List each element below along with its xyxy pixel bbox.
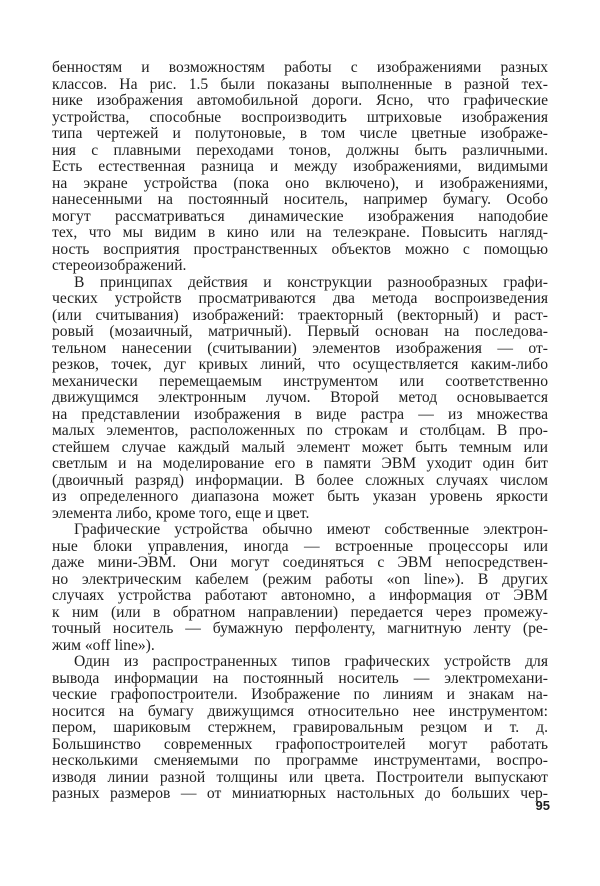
text-line: Графические устройства обычно имеют собственные электрон- bbox=[74, 521, 548, 538]
text-line: на экране устройства (пока оно включено), и изображениями, bbox=[52, 174, 548, 192]
text-line: нике изображения автомобильной дороги. Ясно, что графические bbox=[52, 92, 548, 109]
text-line: типа чертежей и полутоновые, в том числе цветные изображе- bbox=[52, 125, 548, 142]
text-line: ность восприятия пространственных объектов можно с помощью bbox=[52, 240, 548, 258]
text-line: разных размеров — от миниатюрных настольных до больших чер- bbox=[52, 785, 548, 802]
text-line: устройства, способные воспроизводить штриховые изображения bbox=[52, 108, 548, 126]
text-line: точный носитель — бумажную перфоленту, магнитную ленту (ре- bbox=[52, 620, 548, 637]
text-line: тех, что мы видим в кино или на телеэкране. Повысить нагляд- bbox=[52, 224, 548, 241]
text-line: бенностям и возможностям работы с изображениями разных bbox=[52, 59, 548, 76]
text-line: Большинство современных графопостроителей могут работать bbox=[52, 735, 548, 753]
paragraph-3 bbox=[52, 522, 548, 654]
text-line: могут рассматриваться динамические изображения наподобие bbox=[52, 207, 548, 225]
text-line: движущимся электронным лучом. Второй метод основывается bbox=[52, 389, 548, 406]
text-line: но электрическим кабелем (режим работы «on line»). В других bbox=[52, 570, 548, 588]
text-line: вывода информации на постоянный носитель — электромехани- bbox=[52, 669, 548, 687]
text-line: тельном нанесении (считывании) элементов изображения — от- bbox=[52, 339, 548, 357]
text-line: из определенного диапазона может быть указан уровень яркости bbox=[52, 488, 548, 505]
page-number: 95 bbox=[535, 798, 550, 813]
text-line: носится на бумагу движущимся относительно нее инструментом: bbox=[52, 702, 548, 720]
text-line: на представлении изображения в виде растра — из множества bbox=[52, 405, 548, 423]
text-line: жим «off line»). bbox=[52, 636, 155, 654]
text-line: ния с плавными переходами тонов, должны быть различными. bbox=[52, 141, 548, 159]
text-line: несколькими сменяемыми по программе инструментами, воспро- bbox=[52, 752, 548, 769]
text-line: Есть естественная разница и между изображениями, видимыми bbox=[52, 158, 548, 175]
text-line: ческие графопостроители. Изображение по линиям и знакам на- bbox=[52, 686, 548, 703]
text-line: резков, точек, дуг кривых линий, что осуществляется каким-либо bbox=[52, 356, 548, 373]
text-line: механически перемещаемым инструментом или соответственно bbox=[52, 372, 548, 390]
text-line: нанесенными на постоянный носитель, например бумагу. Особо bbox=[52, 191, 548, 208]
text-line: даже мини-ЭВМ. Они могут соединяться с ЭВМ непосредствен- bbox=[52, 554, 548, 571]
text-line: ровый (мозаичный, матричный). Первый основан на последова- bbox=[52, 323, 548, 340]
text-line: классов. На рис. 1.5 были показаны выполненные в разной тех- bbox=[52, 75, 548, 93]
paragraph-2 bbox=[52, 275, 548, 523]
text-line: ные блоки управления, иногда — встроенные процессоры или bbox=[52, 537, 548, 555]
text-line: стейшем случае каждый малый элемент может быть темным или bbox=[52, 438, 548, 456]
text-line: (или считывания) изображений: траекторный (векторный) и раст- bbox=[52, 306, 548, 324]
text-line: малых элементов, расположенных по строкам и столбцам. В про- bbox=[52, 422, 548, 439]
text-line: Один из распространенных типов графических устройств для bbox=[74, 653, 548, 670]
text-line: пером, шариковым стержнем, гравировальным резцом и т. д. bbox=[52, 719, 548, 736]
paragraph-1 bbox=[52, 60, 548, 275]
text-line: к ним (или в обратном направлении) передается через промежу- bbox=[52, 603, 548, 621]
text-line: В принципах действия и конструкции разнообразных графи- bbox=[74, 273, 548, 291]
paragraph-4 bbox=[52, 654, 548, 803]
text-line: ческих устройств просматриваются два метода воспроизведения bbox=[52, 290, 548, 307]
text-line: элемента либо, кроме того, еще и цвет. bbox=[52, 504, 310, 522]
text-line: стереоизображений. bbox=[52, 257, 187, 274]
text-line: случаях устройства работают автономно, а информация от ЭВМ bbox=[52, 587, 548, 604]
page-body bbox=[52, 60, 548, 803]
text-line: изводя линии разной толщины или цвета. Построители выпускают bbox=[52, 768, 548, 786]
text-line: светлым и на моделирование его в памяти ЭВМ уходит один бит bbox=[52, 455, 548, 472]
text-line: (двоичный разряд) информации. В более сложных случаях числом bbox=[52, 471, 548, 489]
